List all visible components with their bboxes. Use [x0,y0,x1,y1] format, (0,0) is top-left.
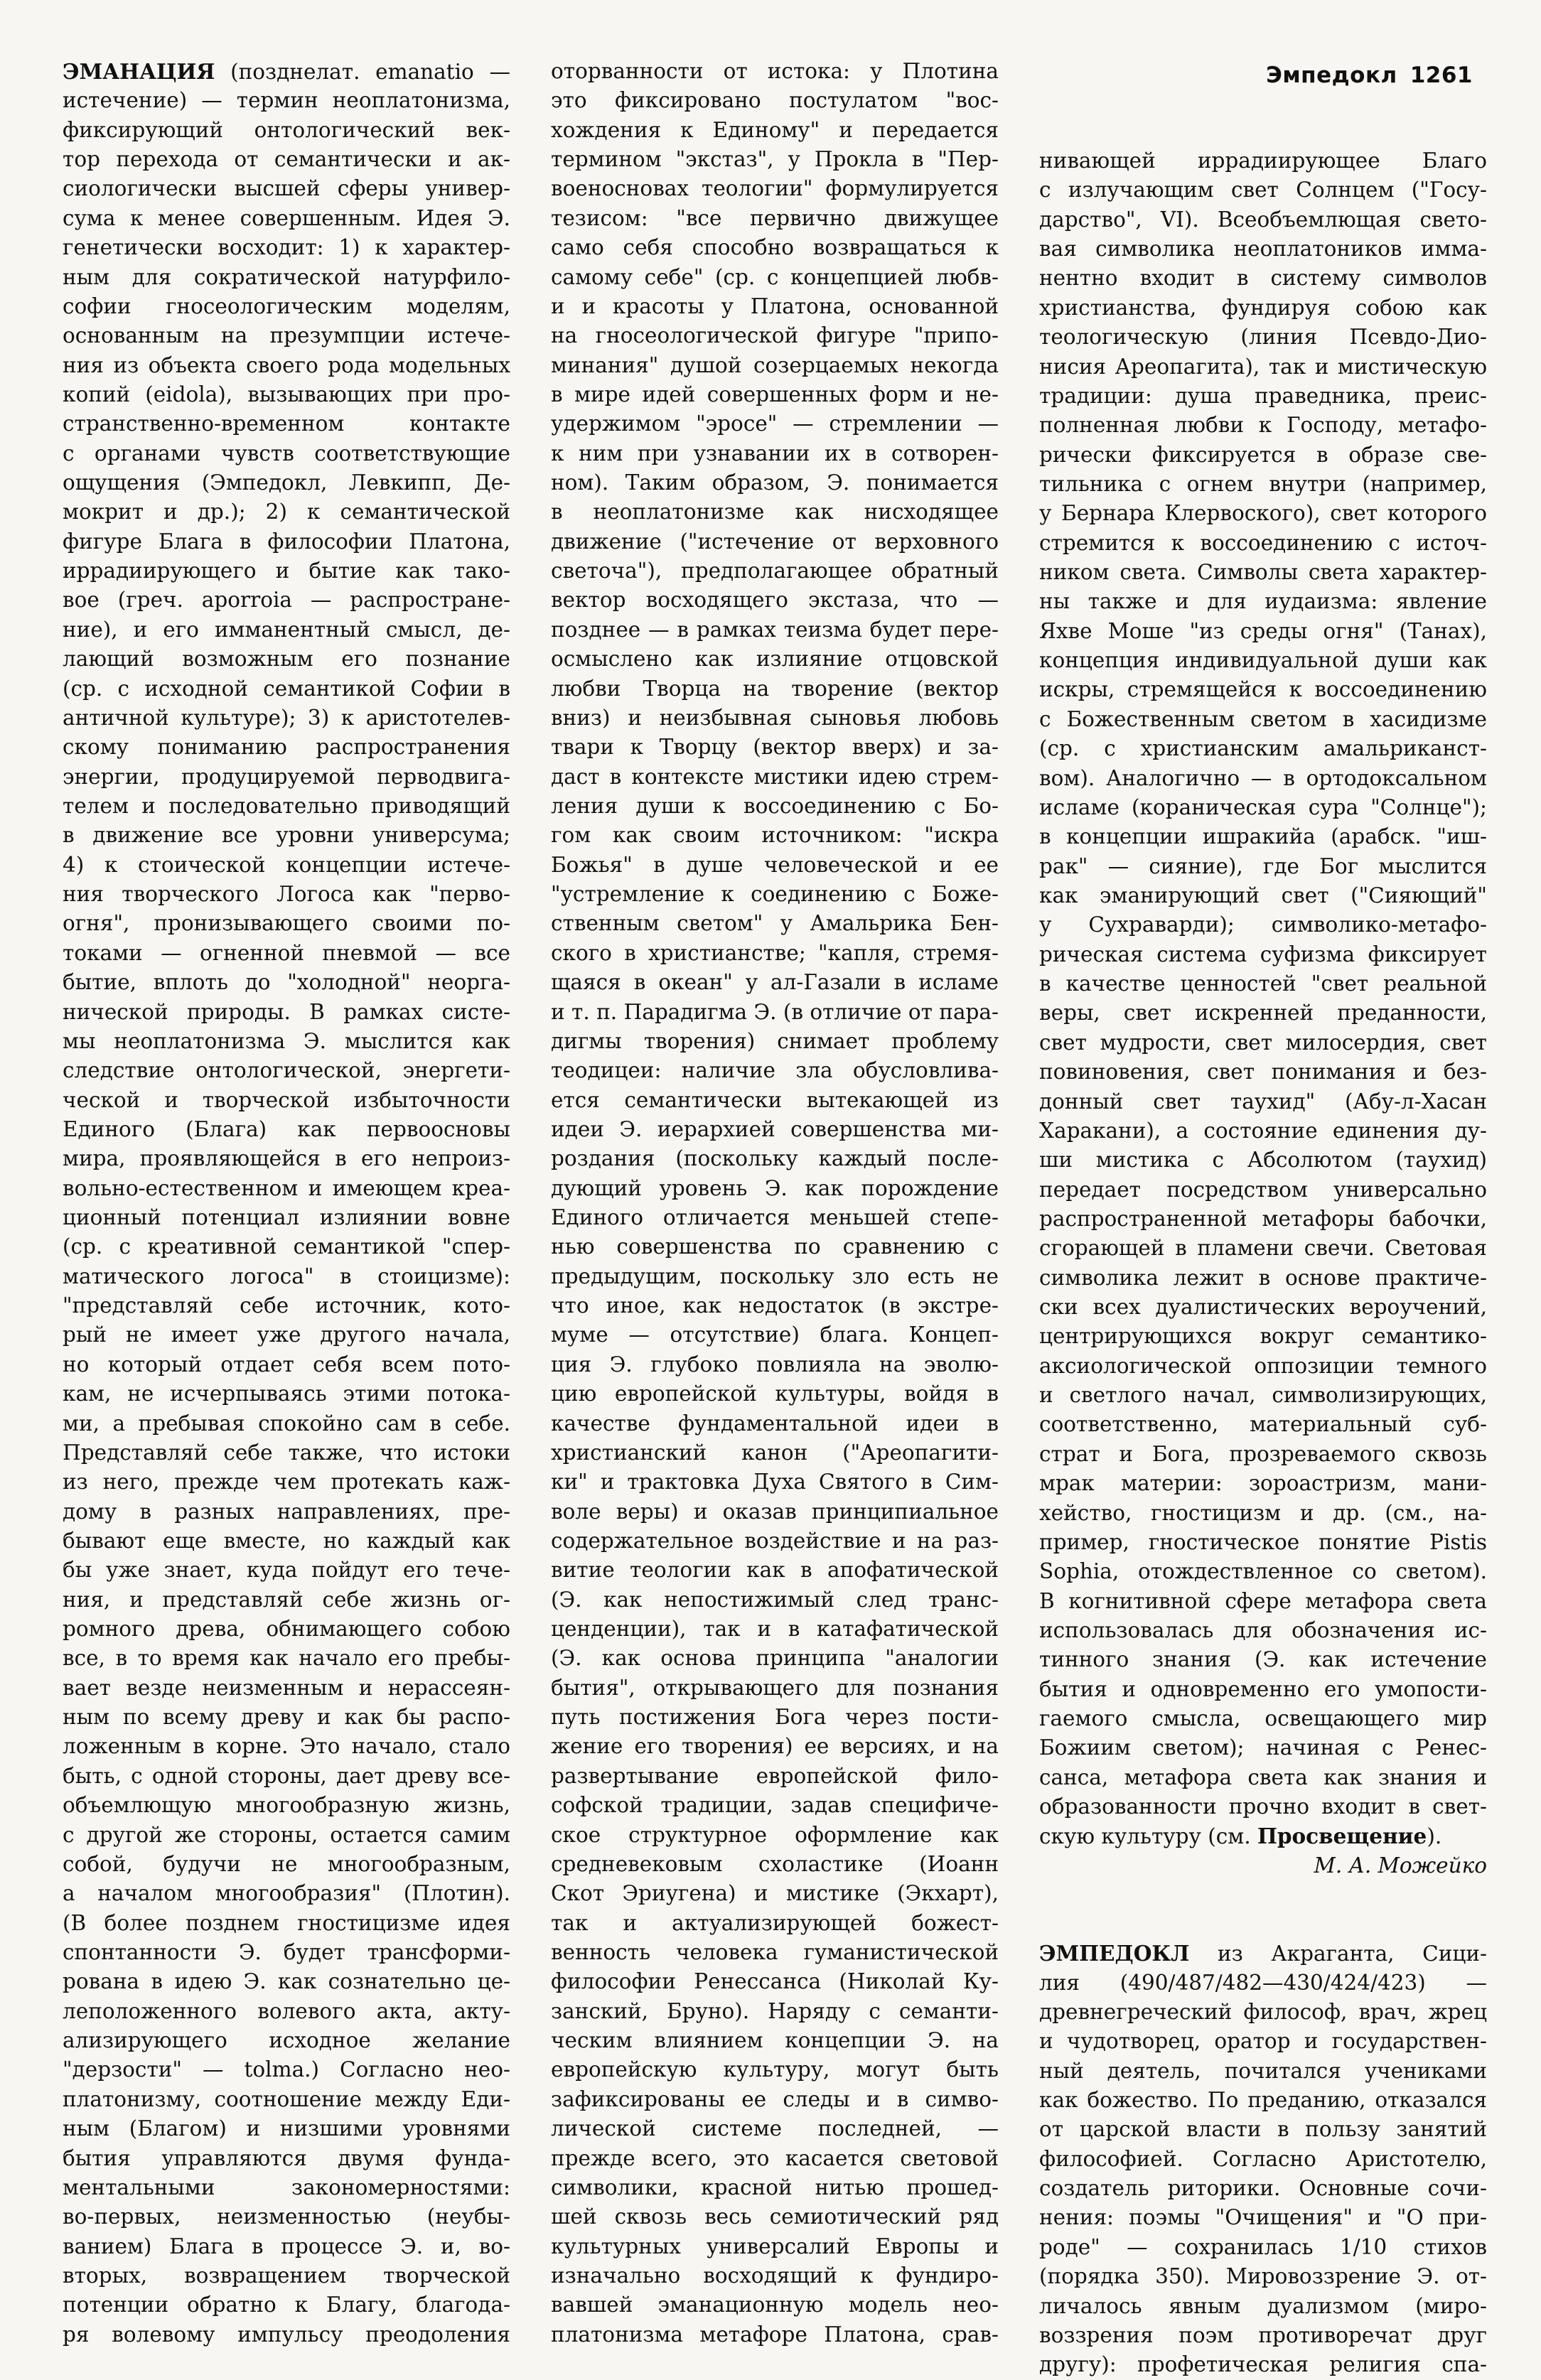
text-line: платонизма метафоре Платона, срав- [551,2322,999,2347]
text-line: как божество. По преданию, отказался [1039,2088,1487,2112]
text-line: вая символика неоплатоников имма- [1039,237,1487,262]
text-line: дигмы творения) снимает проблему [551,1028,999,1053]
text-line: ми, а пребывая спокойно сам в себе. [63,1411,510,1436]
text-line: полненная любви к Господу, метафо- [1039,413,1487,438]
text-line: у Сухраварди); символико-метафо- [1039,912,1487,937]
text-line: тор перехода от семантически и ак- [63,147,510,172]
text-line: Sophia, отождествленное со светом). [1039,1559,1487,1584]
text-line: мы неоплатонизма Э. мыслится как [63,1028,510,1053]
text-line: "устремление к соединению с Боже- [551,882,999,907]
text-line: иррадиирующего и бытие как тако- [63,559,510,583]
text-line: искры, стремящейся к воссоединению [1039,677,1487,702]
text-line: (ср. с исходной семантикой Софии в [63,676,510,701]
text-line: с Божественным светом в хасидизме [1039,706,1487,731]
text-line: роздания (поскольку каждый после- [551,1146,999,1171]
text-line: повиновения, свет понимания и без- [1039,1060,1487,1084]
text-line: позднее — в рамках теизма будет пере- [551,617,999,642]
text-line: быть, с одной стороны, дает древу все- [63,1763,510,1788]
text-line: движение ("истечение от верховного [551,529,999,554]
text-line: вает везде неизменным и нерассеян- [63,1675,510,1700]
text-line: так и актуализирующей божест- [551,1910,999,1935]
entry-separator [1039,1880,1487,1939]
text-line: философии Ренессанса (Николай Ку- [551,1969,999,1994]
text-line: ментальными закономерностями: [63,2175,510,2199]
text-line: вом). Аналогично — в ортодоксальном [1039,765,1487,790]
text-line: военосновах теологии" формулируется [551,176,999,201]
text-line: нической природы. В рамках систе- [63,999,510,1024]
text-line: с другой же стороны, остается самим [63,1822,510,1847]
text-line: и светлого начал, символизирующих, [1039,1383,1487,1408]
text-line: хождения к Единому" и передается [551,117,999,142]
text-line: центрирующихся вокруг семантико- [1039,1324,1487,1349]
text-line: венность человека гуманистической [551,1940,999,1964]
text-line: дому в разных направлениях, пре- [63,1499,510,1524]
text-line: ши мистика с Абсолютом (таухид) [1039,1148,1487,1173]
text-line: занский, Бруно). Наряду с семанти- [551,1998,999,2023]
text-line: в неоплатонизме как нисходящее [551,500,999,524]
text-line: ется семантически вытекающей из [551,1087,999,1112]
text-line: другу): профетическая религия спа- [1039,2352,1487,2377]
text-line: вектор восходящего экстаза, что — [551,588,999,613]
text-line: ского в христианстве; "капля, стремя- [551,940,999,965]
text-line: дарство", VI). Всеобъемлющая свето- [1039,207,1487,232]
text-line: распространенной метафоры бабочки, [1039,1206,1487,1231]
text-line: ным для сократической натурфило- [63,264,510,289]
text-line: копий (eidola), вызывающих при про- [63,382,510,406]
text-line: содержательное воздействие и на раз- [551,1528,999,1553]
text-line: (Э. как непостижимый след транс- [551,1587,999,1612]
text-line: Единого (Блага) как первоосновы [63,1116,510,1141]
column-1 [63,57,510,2349]
text-line: вольно-естественном и имеющем креа- [63,1175,510,1200]
text-line: сиологически высшей сферы универ- [63,176,510,201]
text-line: мрак материи: зороастризм, мани- [1039,1471,1487,1496]
text-line: от царской власти в пользу занятий [1039,2117,1487,2142]
text-line: рически фиксируется в образе све- [1039,442,1487,467]
text-line: теодицеи: наличие зла обусловлива- [551,1058,999,1083]
text-line: светоча"), предполагающее обратный [551,559,999,583]
text-line: собой, будучи не многообразным, [63,1851,510,1876]
text-line: как эманирующий свет ("Сияющий" [1039,883,1487,908]
text-line: из него, прежде чем протекать каж- [63,1470,510,1495]
text-line: предыдущим, поскольку зло есть не [551,1264,999,1288]
text-line: средневековым схоластике (Иоанн [551,1851,999,1876]
text-line: мира, проявляющейся в его непроиз- [63,1146,510,1171]
text-line: философией. Согласно Аристотелю, [1039,2146,1487,2171]
text-line: культурных универсалий Европы и [551,2234,999,2258]
text-line: матического логоса" в стоицизме): [63,1264,510,1288]
text-line: ном). Таким образом, Э. понимается [551,470,999,495]
text-line: европейскую культуру, могут быть [551,2057,999,2082]
text-line: платонизму, соотношение между Еди- [63,2086,510,2111]
text-line: Единого отличается меньшей степе- [551,1205,999,1230]
text-line: цию европейской культуры, войдя в [551,1382,999,1406]
text-line: В когнитивной сфере метафора света [1039,1588,1487,1613]
text-line: энергии, продуцируемой перводвига- [63,764,510,789]
text-line: изначально восходящий к фундиро- [551,2263,999,2288]
page-number: 1261 [1410,63,1473,88]
text-line: нивающей иррадиирующее Благо [1039,149,1487,173]
text-line: вое (греч. aporroia — распростране- [63,588,510,613]
text-line: Божья" в душе человеческой и ее [551,852,999,877]
text-line: нью совершенства по сравнению с [551,1234,999,1259]
text-line: твари к Творцу (вектор вверх) и за- [551,735,999,760]
text-line: зафиксированы ее следы и в симво- [551,2086,999,2111]
text-line: щаяся в океан" у ал-Газали в исламе [551,970,999,995]
text-line: в концепции ишракийа (арабск. "иш- [1039,824,1487,849]
text-line: ный деятель, почитался учениками [1039,2058,1487,2083]
text-line: бытия", открывающего для познания [551,1675,999,1700]
text-line: спонтанности Э. будет трансформи- [63,1940,510,1964]
header-title: Эмпедокл [1266,63,1397,88]
text-line: и т. п. Парадигма Э. (в отличие от пара- [551,999,999,1024]
text-line: шей сквозь весь семиотический ряд [551,2204,999,2229]
text-line: а началом многообразия" (Плотин). [63,1881,510,1906]
text-line: передает посредством универсально [1039,1177,1487,1202]
text-line: сума к менее совершенным. Идея Э. [63,205,510,230]
text-line: ния, и представляй себе жизнь ог- [63,1587,510,1612]
text-line: Харакани), а состояние единения ду- [1039,1118,1487,1143]
text-line: вторых, возвращением творческой [63,2263,510,2288]
text-line: с излучающим свет Солнцем ("Госу- [1039,178,1487,203]
column-3 [1039,146,1487,2380]
text-line: символика лежит в основе практиче- [1039,1265,1487,1290]
text-line: даст в контексте мистики идею стрем- [551,764,999,789]
text-line: леположенного волевого акта, акту- [63,1998,510,2023]
text-line: идеи Э. иерархией совершенства ми- [551,1116,999,1141]
text-line: ционный потенциал излиянии вовне [63,1205,510,1230]
text-line: рована в идею Э. как сознательно це- [63,1969,510,1994]
text-line: соответственно, материальный суб- [1039,1412,1487,1437]
text-line: что иное, как недостаток (в экстре- [551,1293,999,1318]
text-line: античной культуре); 3) к аристотелев- [63,705,510,730]
text-line: ромного древа, обнимающего собою [63,1617,510,1642]
text-line: ственным светом" у Амальрика Бен- [551,911,999,936]
text-line: огня", пронизывающего своими по- [63,911,510,936]
text-line: кам, не исчерпываясь этими потока- [63,1382,510,1406]
text-line: сгорающей в пламени свечи. Световая [1039,1236,1487,1261]
column-2 [551,57,999,2349]
text-line: само себя способно возвращаться к [551,235,999,260]
text-line: любви Творца на творение (вектор [551,676,999,701]
text-line: термином "экстаз", у Прокла в "Пер- [551,147,999,172]
text-line: во-первых, неизменностью (неубы- [63,2204,510,2229]
text-line: скому пониманию распространения [63,735,510,760]
text-line: 4) к стоической концепции истече- [63,852,510,877]
author-signature: М. А. Можейко [1314,1853,1487,1878]
text-line: христианства, фундируя собою как [1039,295,1487,320]
text-line: ние), и его имманентный смысл, де- [63,617,510,642]
text-line: оторванности от истока: у Плотина [551,59,999,83]
text-line: токами — огненной пневмой — все [63,940,510,965]
text-line: но который отдает себя всем пото- [63,1352,510,1377]
text-line: донный свет таухид" (Абу-л-Хасан [1039,1089,1487,1114]
text-line: ником света. Символы света характер- [1039,560,1487,585]
text-line: исламе (кораническая сура "Солнце"); [1039,795,1487,819]
text-line: муме — отсутствие) блага. Концеп- [551,1323,999,1347]
text-line: вниз) и неизбывная сыновья любовь [551,705,999,730]
text-line: витие теологии как в апофатической [551,1558,999,1583]
text-line: у Бернара Клервоского), свет которого [1039,501,1487,526]
text-line: бытие, вплоть до "холодной" неорга- [63,970,510,995]
text-line: бытия и одновременно его умопости- [1039,1676,1487,1701]
text-line: (порядка 350). Мировоззрение Э. от- [1039,2264,1487,2289]
text-line: ское структурное оформление как [551,1822,999,1847]
text-line: (Э. как основа принципа "аналогии [551,1646,999,1671]
text-line: вавшей эманационную модель нео- [551,2293,999,2317]
text-line: (В более позднем гностицизме идея [63,1910,510,1935]
text-line: Яхве Моше "из среды огня" (Танах), [1039,618,1487,643]
text-line: ления души к воссоединению с Бо- [551,793,999,818]
text-line: воззрения поэм противоречат друг [1039,2322,1487,2347]
text-line: древнегреческий философ, врач, жрец [1039,1999,1487,2024]
text-line: ки" и трактовка Духа Святого в Сим- [551,1470,999,1495]
text-line: лающий возможным его познание [63,647,510,672]
text-line: качестве фундаментальной идеи в [551,1411,999,1436]
text-line: скую культуру (см. Просвещение). [1039,1824,1442,1849]
text-line: следствие онтологической, энергети- [63,1058,510,1083]
text-line: гом как своим источником: "искра [551,823,999,848]
text-line: христианский канон ("Ареопагити- [551,1440,999,1465]
text-line: гаемого смысла, освещающего мир [1039,1706,1487,1731]
text-line: бывают еще вместе, но каждый как [63,1528,510,1553]
text-line: ческой и творческой избыточности [63,1087,510,1112]
text-line: ЭМПЕДОКЛ из Акраганта, Сици- [1039,1941,1487,1966]
text-line: софской традиции, задав специфиче- [551,1793,999,1818]
text-line: воле веры) и оказав принципиальное [551,1499,999,1524]
text-line: лия (490/487/482—430/424/423) — [1039,1970,1487,1995]
text-line: ным по всему древу и как бы распо- [63,1705,510,1730]
text-line: минания" душой созерцаемых некогда [551,352,999,377]
text-line: использовалась для обозначения ис- [1039,1617,1487,1642]
text-line: дующий уровень Э. как порождение [551,1175,999,1200]
text-line: символики, красной нитью прошед- [551,2175,999,2199]
text-line: теологическую (линия Псевдо-Дио- [1039,325,1487,350]
text-line: аксиологической оппозиции темного [1039,1353,1487,1378]
text-line: стремится к воссоединению с источ- [1039,530,1487,555]
text-line: ощущения (Эмпедокл, Левкипп, Де- [63,470,510,495]
text-line: рак" — сияние), где Бог мыслится [1039,854,1487,878]
text-line: рическая система суфизма фиксирует [1039,942,1487,966]
text-line: ложенным в корне. Это начало, стало [63,1734,510,1759]
text-line: удержимом "эросе" — стремлении — [551,411,999,436]
text-line: (ср. с христианским амальриканст- [1039,736,1487,761]
text-line: (ср. с креативной семантикой "спер- [63,1234,510,1259]
text-line: рый не имеет уже другого начала, [63,1323,510,1347]
running-header [1266,63,1473,88]
text-line: нения: поэмы "Очищения" и "О при- [1039,2205,1487,2230]
text-line: телем и последовательно приводящий [63,793,510,818]
text-line: ря волевому импульсу преодоления [63,2322,510,2347]
text-line: потенции обратно к Благу, благода- [63,2293,510,2317]
text-line: развертывание европейской фило- [551,1763,999,1788]
text-line: основанным на презумпции истече- [63,323,510,348]
text-line: бытия управляются двумя фунда- [63,2145,510,2170]
text-line: веры, свет искренней преданности, [1039,1001,1487,1025]
text-line: в мире идей совершенных форм и не- [551,382,999,406]
text-line: ализирующего исходное желание [63,2028,510,2053]
text-line: истечение) — термин неоплатонизма, [63,88,510,113]
text-line: на гносеологической фигуре "припо- [551,323,999,348]
text-line: и чудотворец, оратор и государствен- [1039,2029,1487,2054]
text-line: санса, метафора света как знания и [1039,1765,1487,1789]
text-line: ческим влиянием концепции Э. на [551,2028,999,2053]
text-line: ны также и для иудаизма: явление [1039,589,1487,614]
text-line: Божиим светом); начиная с Ренес- [1039,1735,1487,1760]
text-line: это фиксировано постулатом "вос- [551,88,999,113]
text-line: "дерзости" — tolma.) Согласно нео- [63,2057,510,2082]
text-line: тезисом: "все первично движущее [551,205,999,230]
text-line: тильника с огнем внутри (например, [1039,471,1487,496]
text-line: нисия Ареопагита), так и мистическую [1039,354,1487,379]
text-line: ния из объекта своего рода модельных [63,352,510,377]
text-line: прежде всего, это касается световой [551,2145,999,2170]
text-line: ценденции), так и в катафатической [551,1617,999,1642]
text-line: и и красоты у Платона, основанной [551,294,999,318]
text-line: самому себе" (ср. с концепцией любв- [551,264,999,289]
text-line: ным (Благом) и низшими уровнями [63,2116,510,2141]
text-line: традиции: душа праведника, преис- [1039,383,1487,408]
text-line: осмыслено как излияние отцовской [551,647,999,672]
text-line: личалось явным дуализмом (миро- [1039,2293,1487,2318]
text-line: "представляй себе источник, кото- [63,1293,510,1318]
text-line: странственно-временном контакте [63,411,510,436]
text-line: объемлющую многообразную жизнь, [63,1793,510,1818]
text-line: ски всех дуалистических вероучений, [1039,1295,1487,1320]
text-line: в движение все уровни универсума; [63,823,510,848]
text-line: в качестве ценностей "свет реальной [1039,971,1487,996]
text-line: ванием) Блага в процессе Э. и, во- [63,2234,510,2258]
text-line: фиксирующий онтологический век- [63,117,510,142]
text-line: ния творческого Логоса как "перво- [63,882,510,907]
text-line: ция Э. глубоко повлияла на эволю- [551,1352,999,1377]
text-line: пример, гностическое понятие Pistis [1039,1529,1487,1554]
text-line: ЭМАНАЦИЯ (позднелат. emanatio — [63,59,510,84]
text-line: свет мудрости, свет милосердия, свет [1039,1030,1487,1055]
text-line: фигуре Блага в философии Платона, [63,529,510,554]
text-line: Скот Эриугена) и мистике (Экхарт), [551,1881,999,1906]
text-line: Представляй себе также, что истоки [63,1440,510,1465]
text-line: с органами чувств соответствующие [63,441,510,465]
text-line: софии гносеологическим моделям, [63,294,510,318]
text-line: роде" — сохранилась 1/10 стихов [1039,2234,1487,2259]
text-line: лической системе последней, — [551,2116,999,2141]
text-line: жение его творения) ее версиях, и на [551,1734,999,1759]
text-line: все, в то время как начало его пребы- [63,1646,510,1671]
text-line: к ним при узнавании их в сотворен- [551,441,999,465]
text-line: создатель риторики. Основные сочи- [1039,2176,1487,2201]
text-line: мокрит и др.); 2) к семантической [63,500,510,524]
text-line: путь постижения Бога через пости- [551,1705,999,1730]
text-line: хейство, гностицизм и др. (см., на- [1039,1500,1487,1525]
text-line: нентно входит в систему символов [1039,266,1487,291]
text-line: образованности прочно входит в свет- [1039,1794,1487,1819]
text-line: генетически восходит: 1) к характер- [63,235,510,260]
text-line: бы уже знает, куда пойдут его тече- [63,1558,510,1583]
text-line: тинного знания (Э. как истечение [1039,1647,1487,1672]
text-line: страт и Бога, прозреваемого сквозь [1039,1441,1487,1466]
text-line: концепция индивидуальной души как [1039,648,1487,673]
